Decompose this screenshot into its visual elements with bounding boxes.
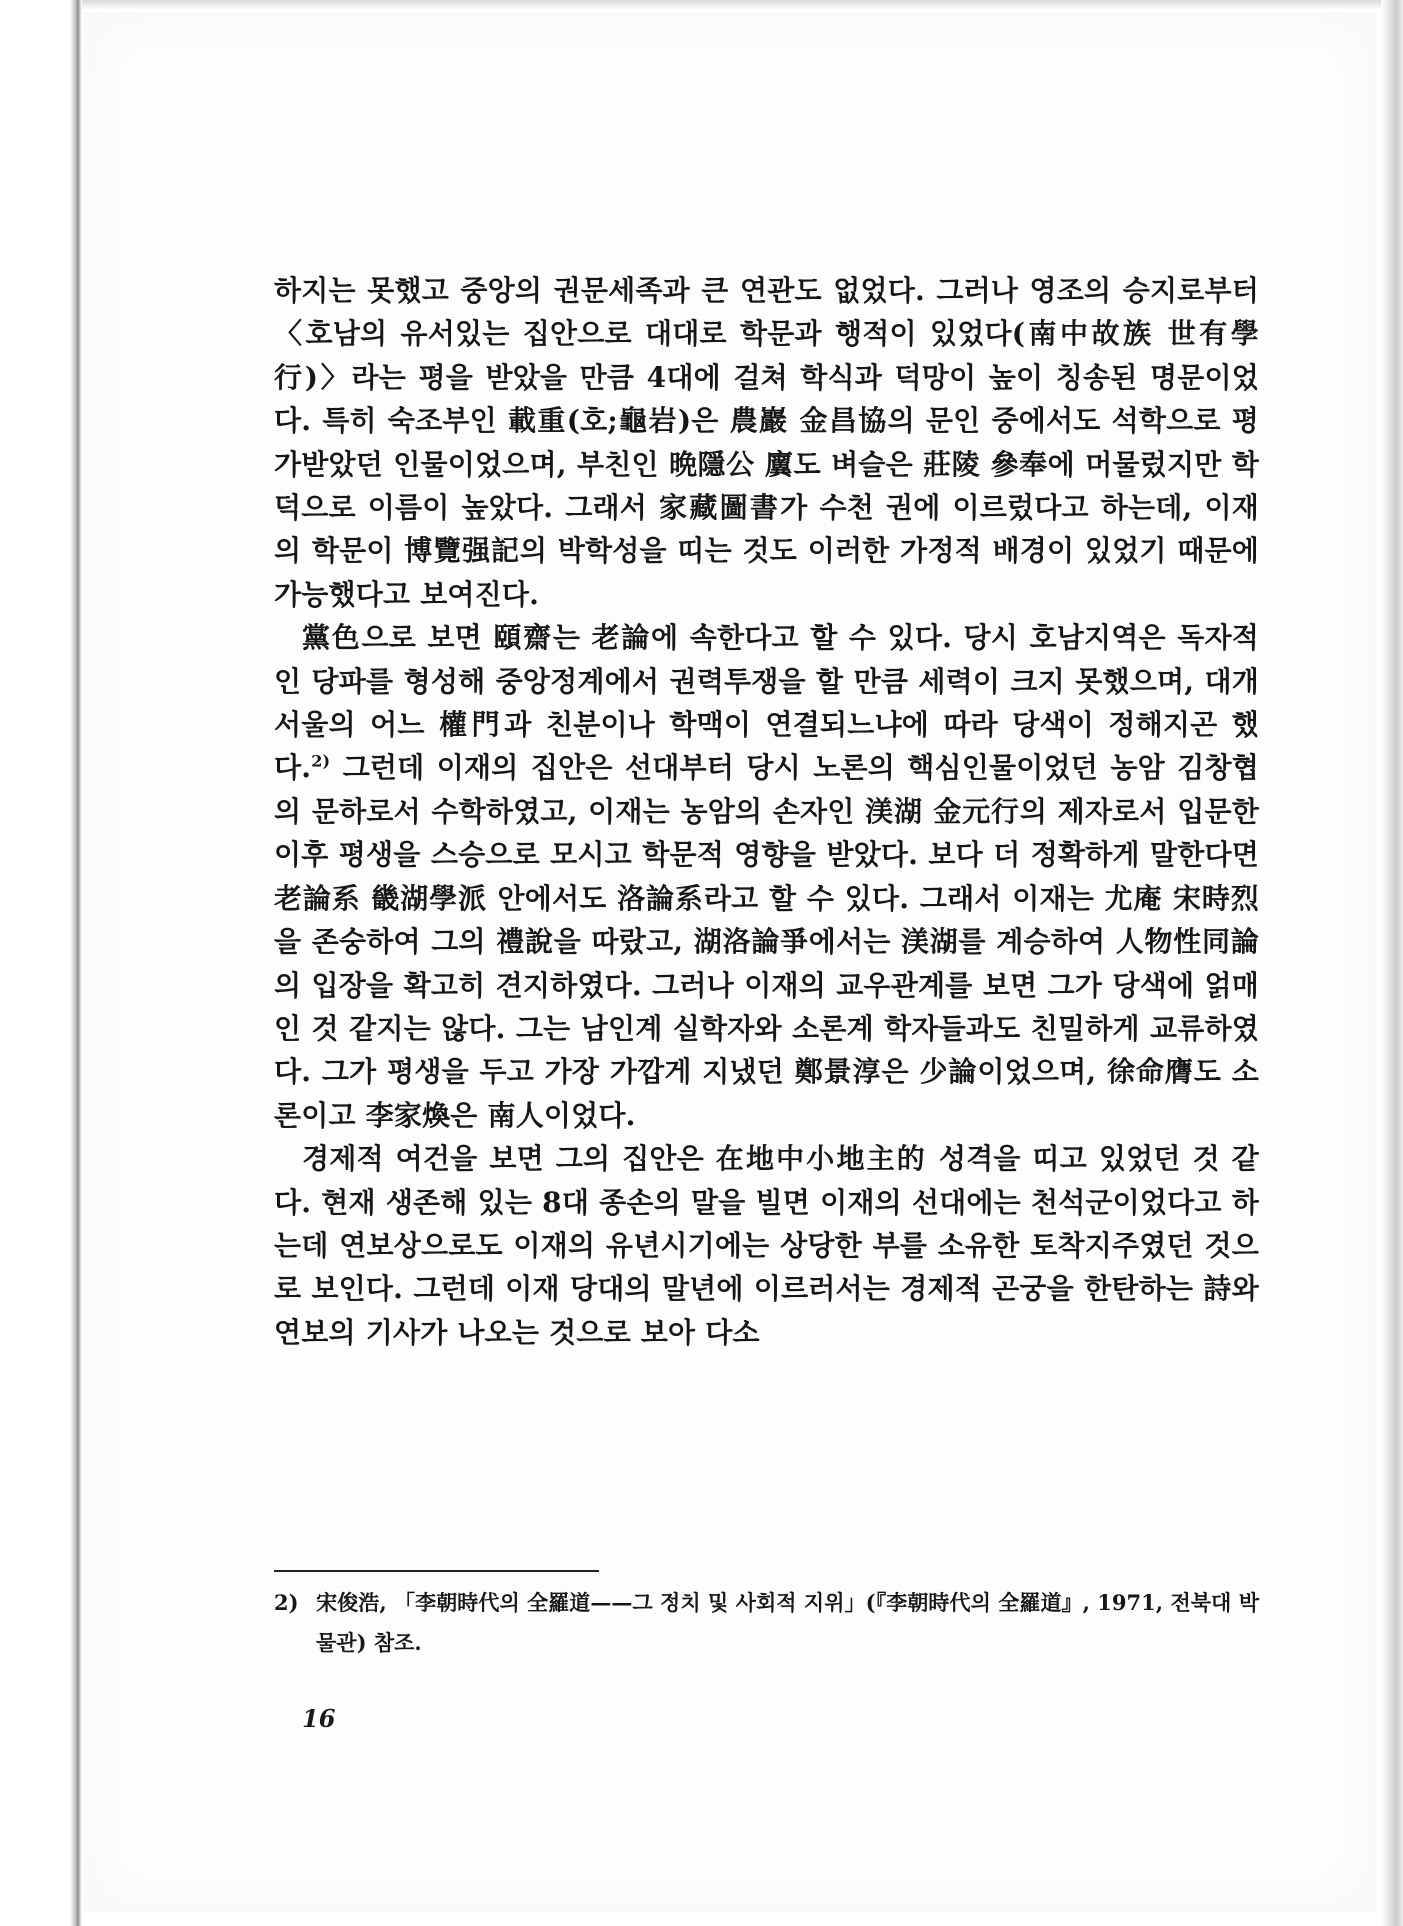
footnote [274,1583,1259,1663]
paragraph-2-continued: 그런데 이재의 집안은 선대부터 당시 노론의 핵심인물이었던 농암 김창협의 문하로서 수학하였고, 이재는 농암의 손자인 渼湖 金元行의 제자로서 입문한 이후 평생을 스승으로 모시고 학문적 영향을 받았다. 보다 더 정확하게 말한다면 老論系 畿湖學派 안에서도 洛論系라고 할 수 있다. 그래서 이재는 尤庵 宋時烈을 존숭하여 그의 禮說을 따랐고, 湖洛論爭에서는 渼湖를 계승하여 人物性同論의 입장을 확고히 견지하였다. 그러나 이재의 교우관계를 보면 그가 당색에 얽매인 것 같지는 않다. 그는 남인계 실학자와 소론계 학자들과도 친밀하게 교류하였다. 그가 평생을 두고 가장 가깝게 지냈던 鄭景淳은 少論이었으며, 徐命膺도 소론이고 李家煥은 南人이었다. [274,751,1260,1132]
paragraph-1: 하지는 못했고 중앙의 권문세족과 큰 연관도 없었다. 그러나 영조의 승지로부터 〈호남의 유서있는 집안으로 대대로 학문과 행적이 있었다(南中故族 世有學行)〉라는 평을 받았을 만큼 4대에 걸쳐 학식과 덕망이 높이 칭송된 명문이었다. 특히 숙조부인 載重(호;龜岩)은 農巖 金昌協의 문인 중에서도 석학으로 평가받았던 인물이었으며, 부친인 晩隱公 㢞도 벼슬은 莊陵 參奉에 머물렀지만 학덕으로 이름이 높았다. 그래서 家藏圖書가 수천 권에 이르렀다고 하는데, 이재의 학문이 博覽强記의 박학성을 띠는 것도 이러한 가정적 배경이 있었기 때문에 가능했다고 보여진다. [274,274,1259,611]
page-number: 16 [302,1704,336,1733]
page-right-edge [1381,0,1403,1926]
footnote-reference[interactable]: 2) [311,752,331,772]
page-top-edge [0,0,1403,10]
footnote-divider [274,1570,599,1572]
binding-edge [0,0,82,1926]
footnote-text: 宋俊浩, 「李朝時代의 全羅道——그 정치 및 사회적 지위」(『李朝時代의 全羅道』, 1971, 전북대 박물관) 참조. [316,1590,1259,1655]
paragraph-2-text: 黨色으로 보면 頤齋는 老論에 속한다고 할 수 있다. 당시 호남지역은 독자적인 당파를 형성해 중앙정계에서 권력투쟁을 할 만큼 세력이 크지 못했으며, 대개 서울의 어느 權門과 친분이나 학맥이 연결되느냐에 따라 당색이 정해지곤 했다. [274,621,1259,785]
footnote-mark: 2) [274,1590,299,1615]
main-text [274,269,1259,1354]
paragraph-3: 경제적 여건을 보면 그의 집안은 在地中小地主的 성격을 띠고 있었던 것 같다. 현재 생존해 있는 8대 종손의 말을 빌면 이재의 선대에는 천석군이었다고 하는데 연보상으로도 이재의 유년시기에는 상당한 부를 소유한 토착지주였던 것으로 보인다. 그런데 이재 당대의 말년에 이르러서는 경제적 곤궁을 한탄하는 詩와 연보의 기사가 나오는 것으로 보아 다소 [274,1142,1259,1349]
paragraph-2 [274,616,1259,1137]
